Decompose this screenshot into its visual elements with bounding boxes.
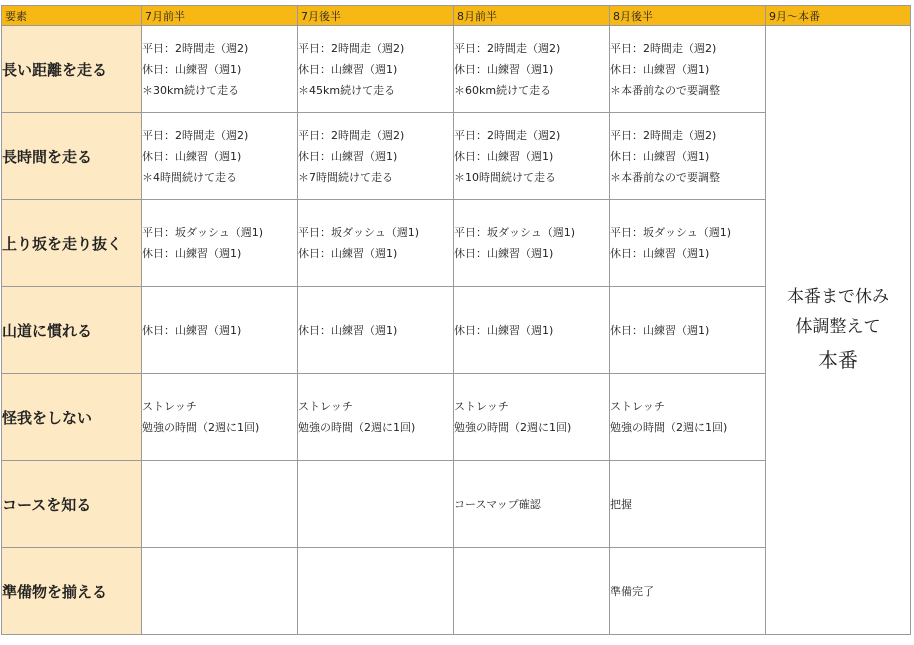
plan-cell [610,200,766,287]
plan-cell-line: 平日：2時間走（週2) [298,41,405,55]
plan-cell-line: 平日：2時間走（週2) [142,41,249,55]
plan-cell-line: 休日：山練習（週1) [610,247,710,260]
plan-cell-line: ストレッチ [454,400,509,413]
plan-cell-line: 休日：山練習（週1) [298,323,398,337]
plan-cell [142,374,298,461]
plan-cell-line: ＊本番前なので要調整 [610,170,720,184]
plan-cell-line: 平日：坂ダッシュ（週1) [454,226,576,239]
plan-cell [610,461,766,548]
plan-cell [298,26,454,113]
plan-cell-line: ＊7時間続けて走る [298,170,393,184]
plan-cell [298,374,454,461]
plan-cell-line: ＊45km続けて走る [298,83,396,97]
header-col-2: 7月後半 [298,6,454,26]
plan-cell [142,200,298,287]
final-line-1: 本番まで休み [787,287,889,307]
plan-cell-line: ストレッチ [298,400,353,413]
final-period-cell [766,26,911,635]
training-plan-table [1,5,911,635]
plan-cell-line: 平日：坂ダッシュ（週1) [142,226,264,239]
plan-cell [298,461,454,548]
element-label: コースを知る [2,461,142,548]
plan-cell-line: 休日：山練習（週1) [142,247,242,260]
plan-cell-line: 休日：山練習（週1) [610,323,710,337]
plan-cell-line: 休日：山練習（週1) [454,149,554,163]
plan-cell [610,113,766,200]
plan-cell [610,548,766,635]
plan-cell-line: 準備完了 [610,584,654,598]
plan-cell-line: ＊30km続けて走る [142,83,240,97]
plan-cell-line: 平日：坂ダッシュ（週1) [610,226,732,239]
plan-cell-line: 休日：山練習（週1) [454,62,554,76]
plan-cell-line: 平日：2時間走（週2) [142,128,249,142]
plan-cell [142,461,298,548]
plan-cell-line: ストレッチ [610,400,665,413]
plan-cell-line: 休日：山練習（週1) [610,62,710,76]
plan-cell-line: ＊本番前なので要調整 [610,83,720,97]
element-label: 長い距離を走る [2,26,142,113]
plan-cell-line: 勉強の時間（2週に1回) [610,421,728,434]
plan-cell [298,200,454,287]
element-label: 山道に慣れる [2,287,142,374]
plan-cell [454,200,610,287]
plan-cell-line: 平日：2時間走（週2) [298,128,405,142]
plan-cell-line: 平日：2時間走（週2) [610,128,717,142]
plan-cell-line: 平日：2時間走（週2) [454,41,561,55]
plan-cell [454,287,610,374]
plan-cell-line: 平日：2時間走（週2) [610,41,717,55]
plan-cell [454,461,610,548]
plan-cell [298,113,454,200]
plan-cell-line: 平日：2時間走（週2) [454,128,561,142]
plan-cell-line: 勉強の時間（2週に1回) [454,421,572,434]
plan-cell-line: ＊10時間続けて走る [454,170,556,184]
plan-cell [298,287,454,374]
plan-cell-line: ストレッチ [142,400,197,413]
plan-cell-line: 休日：山練習（週1) [298,62,398,76]
plan-cell-line: 休日：山練習（週1) [142,149,242,163]
final-line-2: 体調整えて [795,317,881,337]
element-label: 長時間を走る [2,113,142,200]
plan-cell-line: 把握 [610,497,632,511]
plan-cell-line: 休日：山練習（週1) [454,323,554,337]
plan-cell-line: 休日：山練習（週1) [298,247,398,260]
plan-cell [610,26,766,113]
header-col-4: 8月後半 [610,6,766,26]
header-row [2,6,911,26]
plan-cell-line: 勉強の時間（2週に1回) [298,421,416,434]
plan-cell-line: 休日：山練習（週1) [454,247,554,260]
plan-cell-line: コースマップ確認 [454,497,541,511]
plan-cell-line: 勉強の時間（2週に1回) [142,421,260,434]
header-col-1: 7月前半 [142,6,298,26]
plan-cell-line: 休日：山練習（週1) [142,62,242,76]
plan-cell [298,548,454,635]
plan-cell [610,374,766,461]
plan-cell [610,287,766,374]
element-label: 上り坂を走り抜く [2,200,142,287]
element-label: 準備物を揃える [2,548,142,635]
plan-cell [454,113,610,200]
header-element: 要素 [2,6,142,26]
plan-cell [454,374,610,461]
plan-cell [142,548,298,635]
plan-cell [142,113,298,200]
plan-cell-line: ＊60km続けて走る [454,83,552,97]
plan-cell [454,548,610,635]
plan-cell [142,26,298,113]
plan-cell-line: 平日：坂ダッシュ（週1) [298,226,420,239]
header-col-5: 9月～本番 [766,6,911,26]
element-label: 怪我をしない [2,374,142,461]
table-row [2,26,911,113]
plan-cell-line: 休日：山練習（週1) [298,149,398,163]
plan-cell-line: 休日：山練習（週1) [142,323,242,337]
plan-cell [142,287,298,374]
plan-cell [454,26,610,113]
plan-cell-line: ＊4時間続けて走る [142,170,237,184]
final-line-3: 本番 [818,348,858,372]
header-col-3: 8月前半 [454,6,610,26]
plan-cell-line: 休日：山練習（週1) [610,149,710,163]
